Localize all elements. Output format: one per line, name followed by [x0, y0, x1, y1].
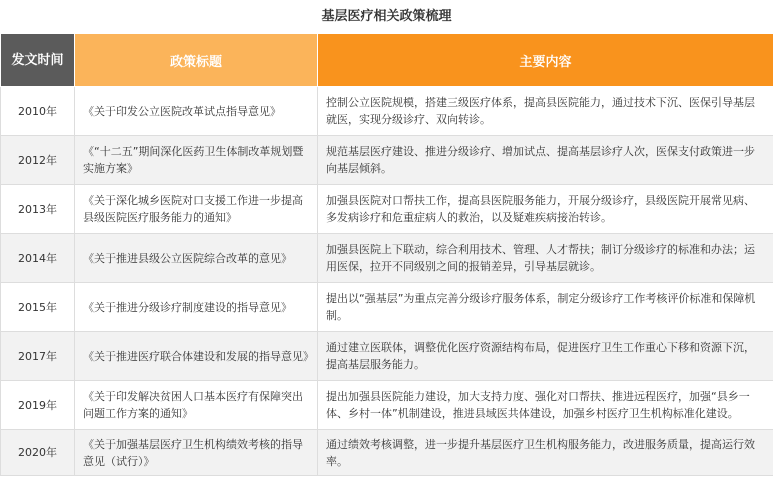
- table-row: [1, 136, 773, 185]
- year-cell: 2017年: [1, 332, 75, 381]
- year-cell: 2015年: [1, 283, 75, 332]
- table-row: [1, 283, 773, 332]
- year-cell: 2020年: [1, 430, 75, 476]
- table-title: 基层医疗相关政策梳理: [321, 9, 452, 24]
- header-time: 发文时间: [1, 34, 75, 87]
- policy-table: [0, 33, 773, 476]
- content-cell: 加强县医院上下联动，综合利用技术、管理、人才帮扶；制订分级诊疗的标准和办法；运用医保，拉开不同级别之间的报销差异，引导基层就诊。: [318, 234, 773, 283]
- policy-title-cell: 《关于推进分级诊疗制度建设的指导意见》: [75, 283, 318, 332]
- table-row: [1, 87, 773, 136]
- year-cell: 2014年: [1, 234, 75, 283]
- policy-title-cell: 《关于推进县级公立医院综合改革的意见》: [75, 234, 318, 283]
- policy-title-cell: 《“十二五”期间深化医药卫生体制改革规划暨实施方案》: [75, 136, 318, 185]
- header-policy-title: 政策标题: [75, 34, 318, 87]
- content-cell: 通过绩效考核调整，进一步提升基层医疗卫生机构服务能力，改进服务质量，提高运行效率。: [318, 430, 773, 476]
- header-main-content: 主要内容: [318, 34, 773, 87]
- content-cell: 加强县医院对口帮扶工作，提高县医院服务能力，开展分级诊疗，县级医院开展常见病、多发病诊疗和危重症病人的救治，以及疑难疾病接治转诊。: [318, 185, 773, 234]
- table-row: [1, 430, 773, 476]
- policy-title-cell: 《关于印发公立医院改革试点指导意见》: [75, 87, 318, 136]
- policy-title-cell: 《关于印发解决贫困人口基本医疗有保障突出问题工作方案的通知》: [75, 381, 318, 430]
- content-cell: 控制公立医院规模，搭建三级医疗体系，提高县医院能力，通过技术下沉、医保引导基层就医，实现分级诊疗、双向转诊。: [318, 87, 773, 136]
- policy-title-cell: 《关于加强基层医疗卫生机构绩效考核的指导意见（试行）》: [75, 430, 318, 476]
- policy-title-cell: 《关于深化城乡医院对口支援工作进一步提高县级医院医疗服务能力的通知》: [75, 185, 318, 234]
- content-cell: 规范基层医疗建设、推进分级诊疗、增加试点、提高基层诊疗人次，医保支付政策进一步向基层倾斜。: [318, 136, 773, 185]
- content-cell: 提出以“强基层”为重点完善分级诊疗服务体系，制定分级诊疗工作考核评价标准和保障机制。: [318, 283, 773, 332]
- table-row: [1, 332, 773, 381]
- year-cell: 2013年: [1, 185, 75, 234]
- policy-title-cell: 《关于推进医疗联合体建设和发展的指导意见》: [75, 332, 318, 381]
- header-row: [1, 34, 773, 87]
- table-row: [1, 234, 773, 283]
- content-cell: 通过建立医联体，调整优化医疗资源结构布局，促进医疗卫生工作重心下移和资源下沉，提高基层服务能力。: [318, 332, 773, 381]
- year-cell: 2019年: [1, 381, 75, 430]
- content-cell: 提出加强县医院能力建设，加大支持力度、强化对口帮扶、推进远程医疗，加强“县乡一体、乡村一体”机制建设，推进县域医共体建设，加强乡村医疗卫生机构标准化建设。: [318, 381, 773, 430]
- year-cell: 2012年: [1, 136, 75, 185]
- table-row: [1, 381, 773, 430]
- year-cell: 2010年: [1, 87, 75, 136]
- table-row: [1, 185, 773, 234]
